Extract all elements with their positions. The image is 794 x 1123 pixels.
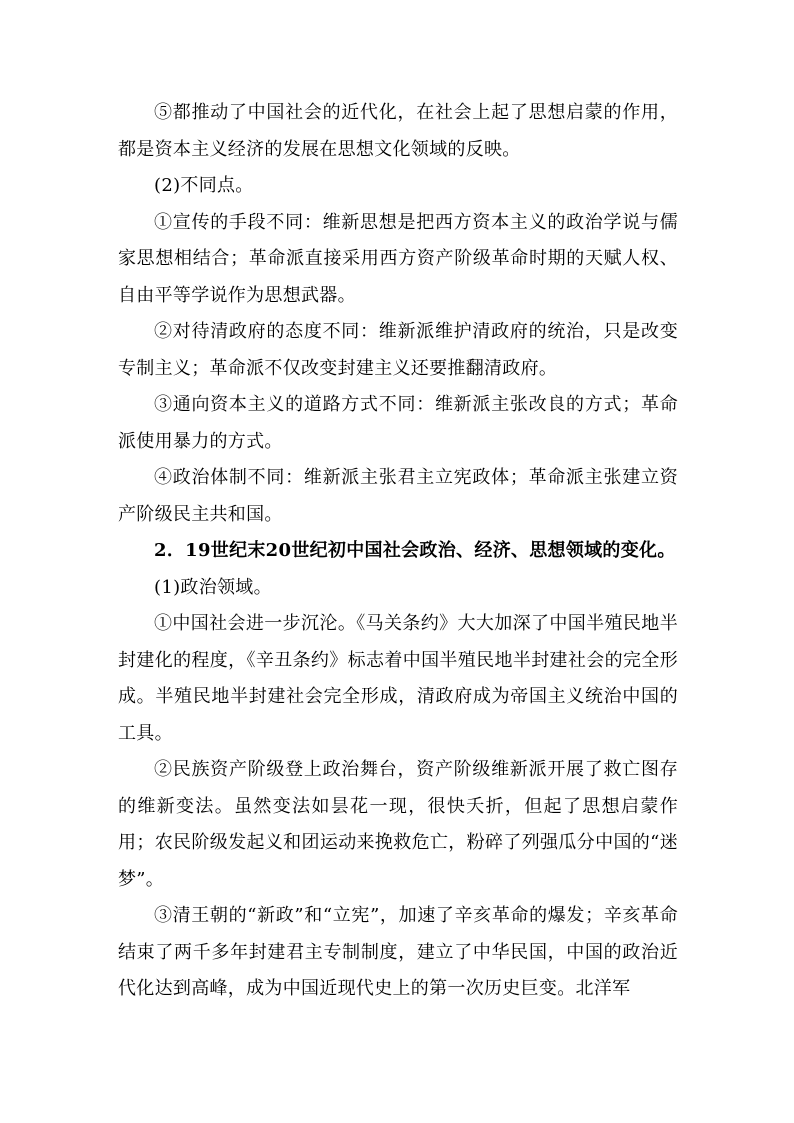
heading-differences: (2)不同点。 <box>154 175 254 196</box>
paragraph-diff-4: ④政治体制不同：维新派主张君主立宪政体；革命派主张建立资产阶级民主共和国。 <box>118 467 678 525</box>
section-heading-2: 2．19世纪末20世纪初中国社会政治、经济、思想领域的变化。 <box>154 540 676 561</box>
paragraph-diff-2: ②对待清政府的态度不同：维新派维护清政府的统治，只是改变专制主义；革命派不仅改变封建主义还要推翻清政府。 <box>118 321 678 379</box>
heading-political-field: (1)政治领域。 <box>154 576 272 598</box>
paragraph-5-similarity: ⑤都推动了中国社会的近代化，在社会上起了思想启蒙的作用，都是资本主义经济的发展在思想文化领域的反映。 <box>118 102 678 160</box>
paragraph-political-3: ③清王朝的“新政”和“立宪”，加速了辛亥革命的爆发；辛亥革命结束了两千多年封建君主专制制度，建立了中华民国，中国的政治近代化达到高峰，成为中国近现代史上的第一次历史巨变。北洋军 <box>118 905 678 999</box>
paragraph-political-2: ②民族资产阶级登上政治舞台，资产阶级维新派开展了救亡图存的维新变法。虽然变法如昙花一现，很快夭折，但起了思想启蒙作用；农民阶级发起义和团运动来挽救危亡，粉碎了列强瓜分中国的“迷梦”。 <box>118 759 678 890</box>
paragraph-political-1: ①中国社会进一步沉沦。《马关条约》大大加深了中国半殖民地半封建化的程度，《辛丑条约》标志着中国半殖民地半封建社会的完全形成。半殖民地半封建社会完全形成，清政府成为帝国主义统治中国的工具。 <box>118 613 678 744</box>
paragraph-diff-3: ③通向资本主义的道路方式不同：维新派主张改良的方式；革命派使用暴力的方式。 <box>118 394 678 452</box>
document-body <box>118 95 678 1008</box>
paragraph-diff-1: ①宣传的手段不同：维新思想是把西方资本主义的政治学说与儒家思想相结合；革命派直接采用西方资产阶级革命时期的天赋人权、自由平等学说作为思想武器。 <box>118 211 678 306</box>
